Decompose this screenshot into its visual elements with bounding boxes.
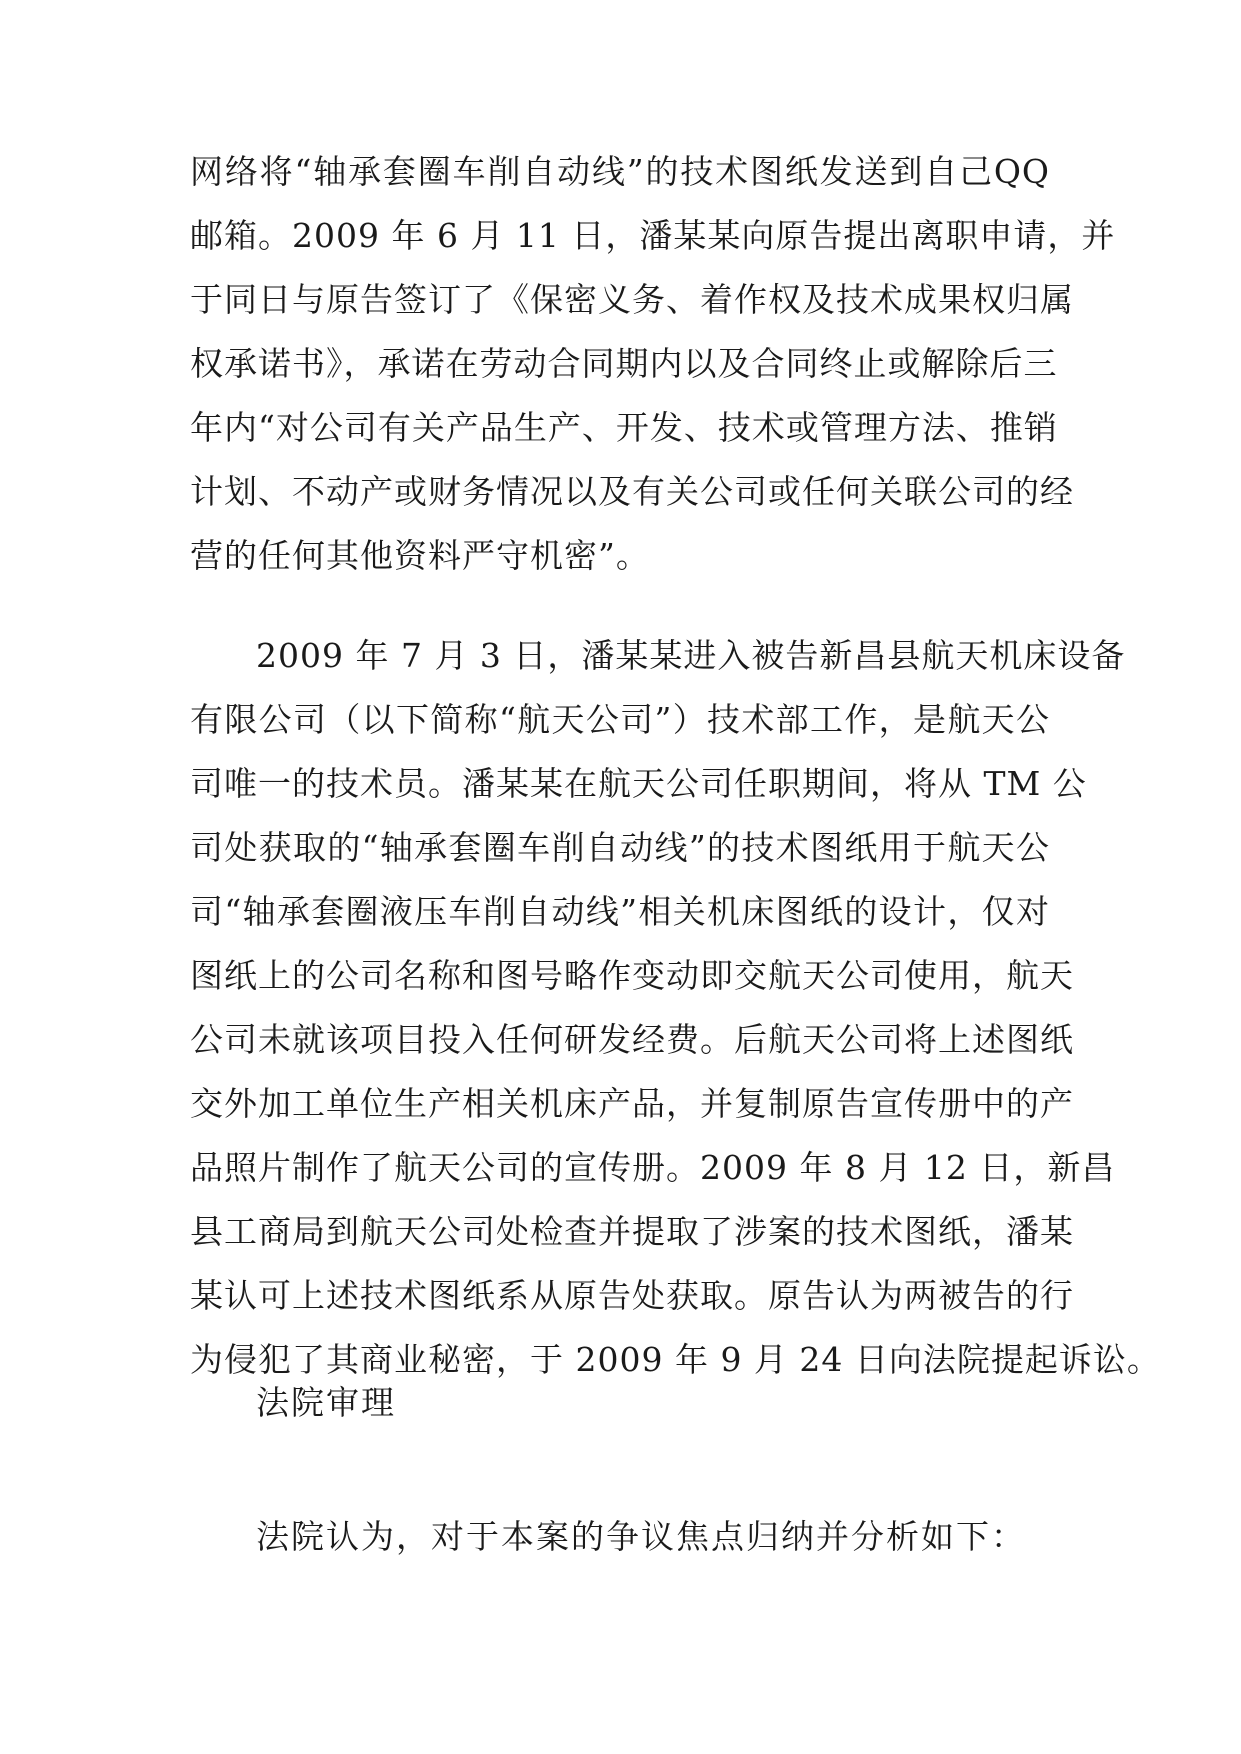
text-line: 县工商局到航天公司处检查并提取了涉案的技术图纸，潘某 xyxy=(190,1212,1074,1251)
text-line: 年内“对公司有关产品生产、开发、技术或管理方法、推销 xyxy=(190,408,1058,447)
text-line: 公司未就该项目投入任何研发经费。后航天公司将上述图纸 xyxy=(190,1020,1074,1059)
text-line: 网络将“轴承套圈车削自动线”的技术图纸发送到自己QQ xyxy=(190,152,1050,191)
text-line: 图纸上的公司名称和图号略作变动即交航天公司使用，航天 xyxy=(190,956,1074,995)
paragraph-1 xyxy=(190,140,1116,588)
text-line: 权承诺书》，承诺在劳动合同期内以及合同终止或解除后三 xyxy=(190,344,1058,383)
paragraph-2 xyxy=(190,624,1161,1456)
text-line: 交外加工单位生产相关机床产品，并复制原告宣传册中的产 xyxy=(190,1084,1074,1123)
text-line: 某认可上述技术图纸系从原告处获取。原告认为两被告的行 xyxy=(190,1276,1074,1315)
text-line: 为侵犯了其商业秘密，于 2009 年 9 月 24 日向法院提起诉讼。 xyxy=(190,1340,1161,1379)
closing-line: 法院认为，对于本案的争议焦点归纳并分析如下： xyxy=(256,1517,1026,1556)
text-line: 计划、不动产或财务情况以及有关公司或任何关联公司的经 xyxy=(190,472,1074,511)
text-line: 邮箱。2009 年 6 月 11 日，潘某某向原告提出离职申请，并 xyxy=(190,216,1116,255)
text-line: 2009 年 7 月 3 日，潘某某进入被告新昌县航天机床设备 xyxy=(256,636,1126,675)
section-heading: 法院审理 xyxy=(256,1383,396,1422)
text-line: 有限公司（以下简称“航天公司”）技术部工作，是航天公 xyxy=(190,700,1050,739)
text-line: 于同日与原告签订了《保密义务、着作权及技术成果权归属 xyxy=(190,280,1074,319)
text-line: 司唯一的技术员。潘某某在航天公司任职期间，将从 TM 公 xyxy=(190,764,1087,803)
text-line: 司“轴承套圈液压车削自动线”相关机床图纸的设计，仅对 xyxy=(190,892,1050,931)
text-line: 营的任何其他资料严守机密”。 xyxy=(190,536,650,575)
text-line: 品照片制作了航天公司的宣传册。2009 年 8 月 12 日，新昌 xyxy=(190,1148,1116,1187)
text-line: 司处获取的“轴承套圈车削自动线”的技术图纸用于航天公 xyxy=(190,828,1050,867)
